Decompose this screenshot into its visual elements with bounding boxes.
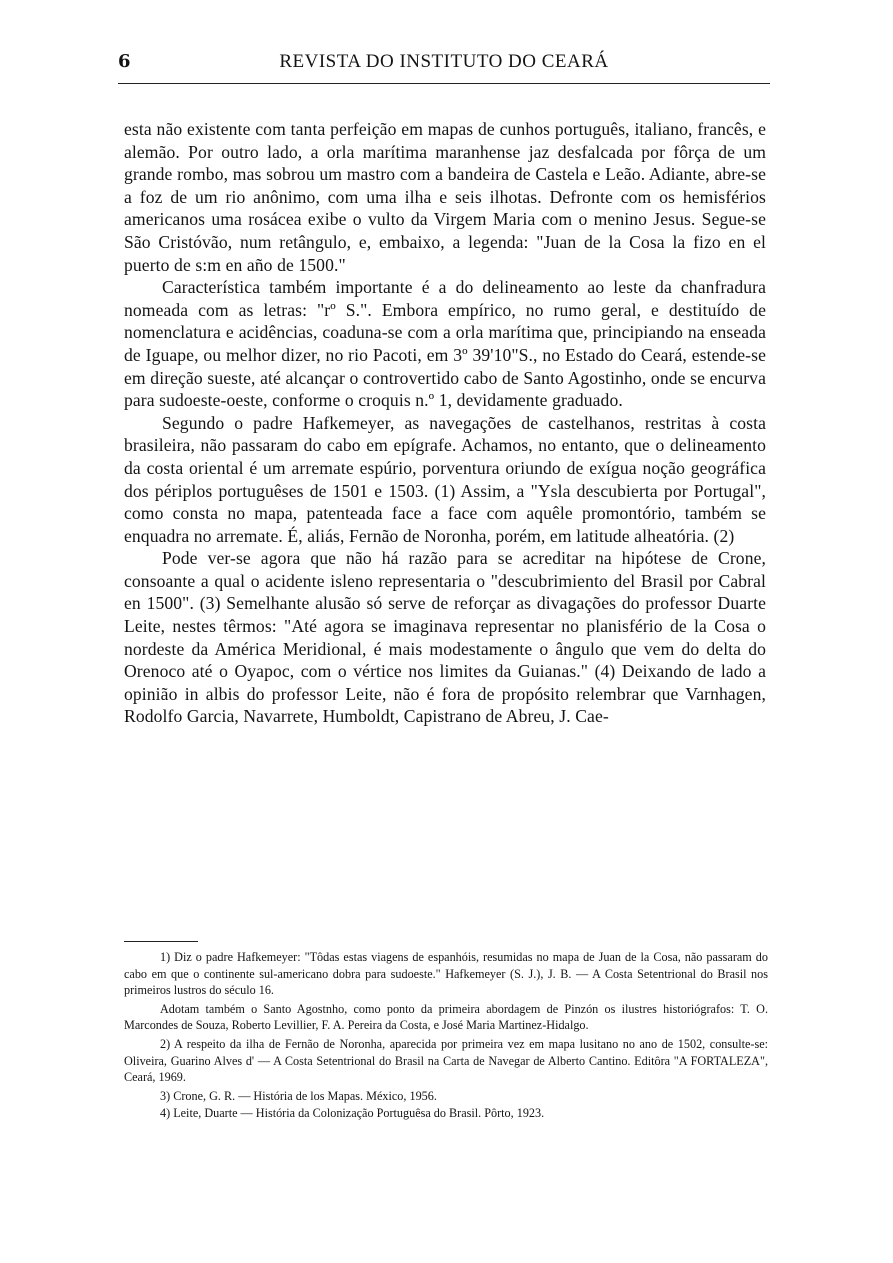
footnote-4: 4) Leite, Duarte — História da Colonização Portuguêsa do Brasil. Pôrto, 1923. <box>160 1106 545 1121</box>
body-paragraph-1: esta não existente com tanta perfeição em mapas de cunhos português, italiano, francês, e alemão. Por outro lado, a orla marítima maranhense jaz desfalcada por fôrça de um grande rombo, mas sobrou um mastro com a bandeira de Castela e Leão. Adiante, abre-se a foz de um rio anônimo, com uma ilha e seis ilhotas. Defronte com os hemisférios americanos uma rosácea exibe o vulto da Virgem Maria com o menino Jesus. Segue-se São Cristóvão, num retângulo, e, embaixo, a legenda: "Juan de la Cosa la fizo en el puerto de s:m en año de 1500." <box>124 119 766 275</box>
footnote-3: 3) Crone, G. R. — História de los Mapas. México, 1956. <box>160 1088 437 1103</box>
footnote-1-continued: Adotam também o Santo Agostnho, como ponto da primeira abordagem de Pinzón os ilustres historiógrafos: T. O. Marcondes de Souza, Roberto Levillier, F. A. Pereira da Costa, e José Maria Martinez-Hidalgo. <box>124 1001 768 1033</box>
body-paragraph-2: Característica também importante é a do delineamento ao leste da chanfradura nomeada com as letras: "rº S.". Embora empírico, no rumo geral, e destituído de nomenclatura e acidências, coaduna-se com a orla marítima que, principiando na enseada de Iguape, ou melhor dizer, no rio Pacoti, em 3º 39'10"S., no Estado do Ceará, estende-se em direção sueste, até alcançar o controvertido cabo de Santo Agostinho, onde se encurva para sudoeste-oeste, conforme o croquis n.º 1, devidamente graduado. <box>124 277 766 411</box>
body-text <box>124 118 766 728</box>
page-number: 6 <box>118 51 132 72</box>
body-paragraph-4: Pode ver-se agora que não há razão para se acreditar na hipótese de Crone, consoante a qual o acidente isleno representaria o "descubrimiento del Brasil por Cabral en 1500". (3) Semelhante alusão só serve de reforçar as divagações do professor Duarte Leite, nestes têrmos: "Até agora se imaginava representar no planisfério de la Cosa o nordeste da América Meridional, é mais modestamente o ângulo que vem do delta do Orenoco até o Oyapoc, com o vértice nos limites da Guianas." (4) Deixando de lado a opinião in albis do professor Leite, não é fora de propósito relembrar que Varnhagen, Rodolfo Garcia, Navarrete, Humboldt, Capistrano de Abreu, J. Cae- <box>124 548 766 727</box>
footnotes <box>124 949 768 1123</box>
body-paragraph-3: Segundo o padre Hafkemeyer, as navegações de castelhanos, restritas à costa brasileira, não passaram do cabo em epígrafe. Achamos, no entanto, que o delineamento da costa oriental é um arremate espúrio, porventura oriundo de exígua noção geográfica dos périplos portuguêses de 1501 e 1503. (1) Assim, a "Ysla descubierta por Portugal", como consta no mapa, patenteada face a face com aquêle promontório, também se enquadra no arremate. É, aliás, Fernão de Noronha, porém, em latitude alheatória. (2) <box>124 412 766 546</box>
header-rule <box>118 83 770 84</box>
page-header <box>118 48 770 76</box>
footnote-rule <box>124 941 198 942</box>
running-title: REVISTA DO INSTITUTO DO CEARÁ <box>279 51 609 72</box>
footnote-1: 1) Diz o padre Hafkemeyer: "Tôdas estas viagens de espanhóis, resumidas no mapa de Juan de la Cosa, não passaram do cabo em que o continente sul-americano dobra para sudoeste." Hafkemeyer (S. J.), J. B. — A Costa Setentrional do Brasil nos primeiros lustros do século 16. <box>124 950 768 998</box>
footnote-2: 2) A respeito da ilha de Fernão de Noronha, aparecida por primeira vez em mapa lusitano no ano de 1502, consulte-se: Oliveira, Guarino Alves d' — A Costa Setentrional do Brasil na Carta de Navegar de Alberto Cantino. Editôra "A FORTALEZA", Ceará, 1969. <box>124 1036 768 1085</box>
